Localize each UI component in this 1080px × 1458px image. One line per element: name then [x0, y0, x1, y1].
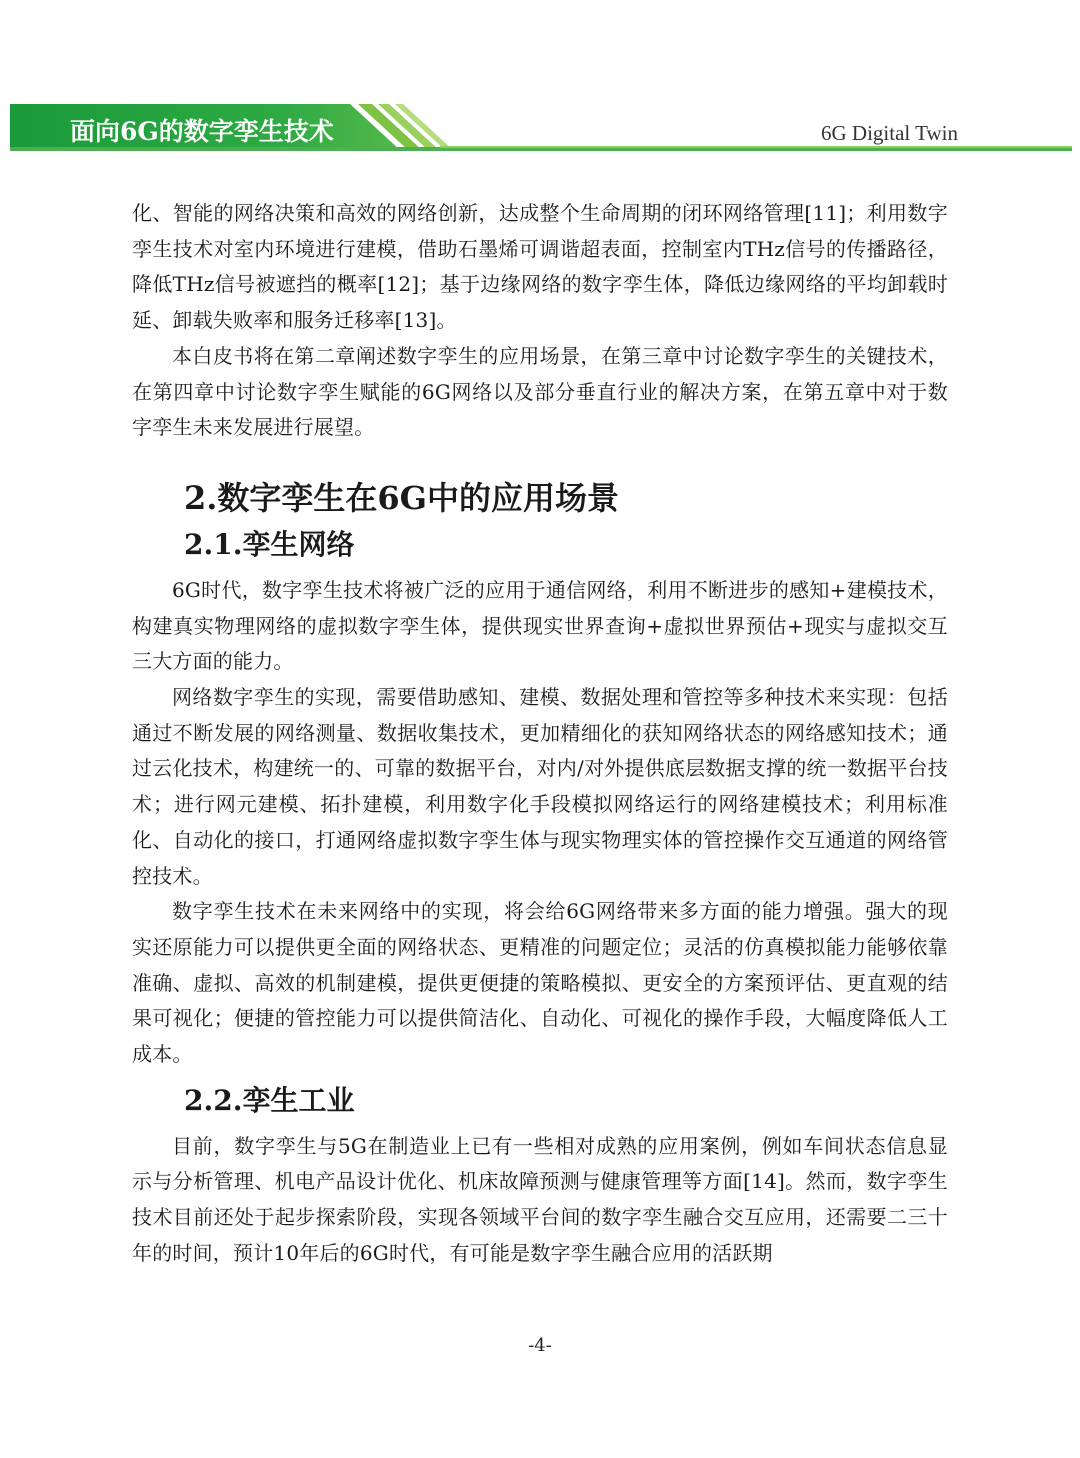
section-heading: 2.2.孪生工业	[184, 1083, 355, 1117]
header-rule-highlight	[440, 146, 1072, 148]
body-paragraph: 网络数字孪生的实现，需要借助感知、建模、数据处理和管控等多种技术来实现：包括通过不断发展的网络测量、数据收集技术，更加精细化的获知网络状态的网络感知技术；通过云化技术，构建统一的、可靠的数据平台，对内/对外提供底层数据支撑的统一数据平台技术；进行网元建模、拓扑建模，利用数字化手段模拟网络运行的网络建模技术；利用标准化、自动化的接口，打通网络虚拟数字孪生体与现实物理实体的管控操作交互通道的网络管控技术。	[132, 685, 948, 888]
page-header	[0, 0, 1080, 160]
header-subtitle: 6G Digital Twin	[821, 121, 958, 145]
body-paragraph: 化、智能的网络决策和高效的网络创新，达成整个生命周期的闭环网络管理[11]；利用数字孪生技术对室内环境进行建模，借助石墨烯可调谐超表面，控制室内THz信号的传播路径，降低THz信号被遮挡的概率[12]；基于边缘网络的数字孪生体，降低边缘网络的平均卸载时延、卸载失败率和服务迁移率[13]。	[132, 201, 948, 333]
body-paragraph: 本白皮书将在第二章阐述数字孪生的应用场景，在第三章中讨论数字孪生的关键技术，在第四章中讨论数字孪生赋能的6G网络以及部分垂直行业的解决方案，在第五章中对于数字孪生未来发展进行展望。	[132, 343, 948, 440]
body-paragraph: 6G时代，数字孪生技术将被广泛的应用于通信网络，利用不断进步的感知+建模技术，构建真实物理网络的虚拟数字孪生体，提供现实世界查询+虚拟世界预估+现实与虚拟交互三大方面的能力。	[132, 577, 948, 674]
body-paragraph: 目前，数字孪生与5G在制造业上已有一些相对成熟的应用案例，例如车间状态信息显示与分析管理、机电产品设计优化、机床故障预测与健康管理等方面[14]。然而，数字孪生技术目前还处于起步探索阶段，实现各领域平台间的数字孪生融合交互应用，还需要二三十年的时间，预计10年后的6G时代，有可能是数字孪生融合应用的活跃期	[132, 1133, 948, 1265]
page-number: -4-	[528, 1335, 552, 1356]
body-paragraph: 数字孪生技术在未来网络中的实现，将会给6G网络带来多方面的能力增强。强大的现实还原能力可以提供更全面的网络状态、更精准的问题定位；灵活的仿真模拟能力能够依靠准确、虚拟、高效的机制建模，提供更便捷的策略模拟、更安全的方案预评估、更直观的结果可视化；便捷的管控能力可以提供简洁化、自动化、可视化的操作手段，大幅度降低人工成本。	[132, 899, 948, 1067]
chapter-heading: 2.数字孪生在6G中的应用场景	[184, 478, 620, 517]
page-body	[132, 196, 948, 1272]
header-title: 面向6G的数字孪生技术	[70, 117, 334, 146]
section-heading: 2.1.孪生网络	[184, 527, 355, 561]
